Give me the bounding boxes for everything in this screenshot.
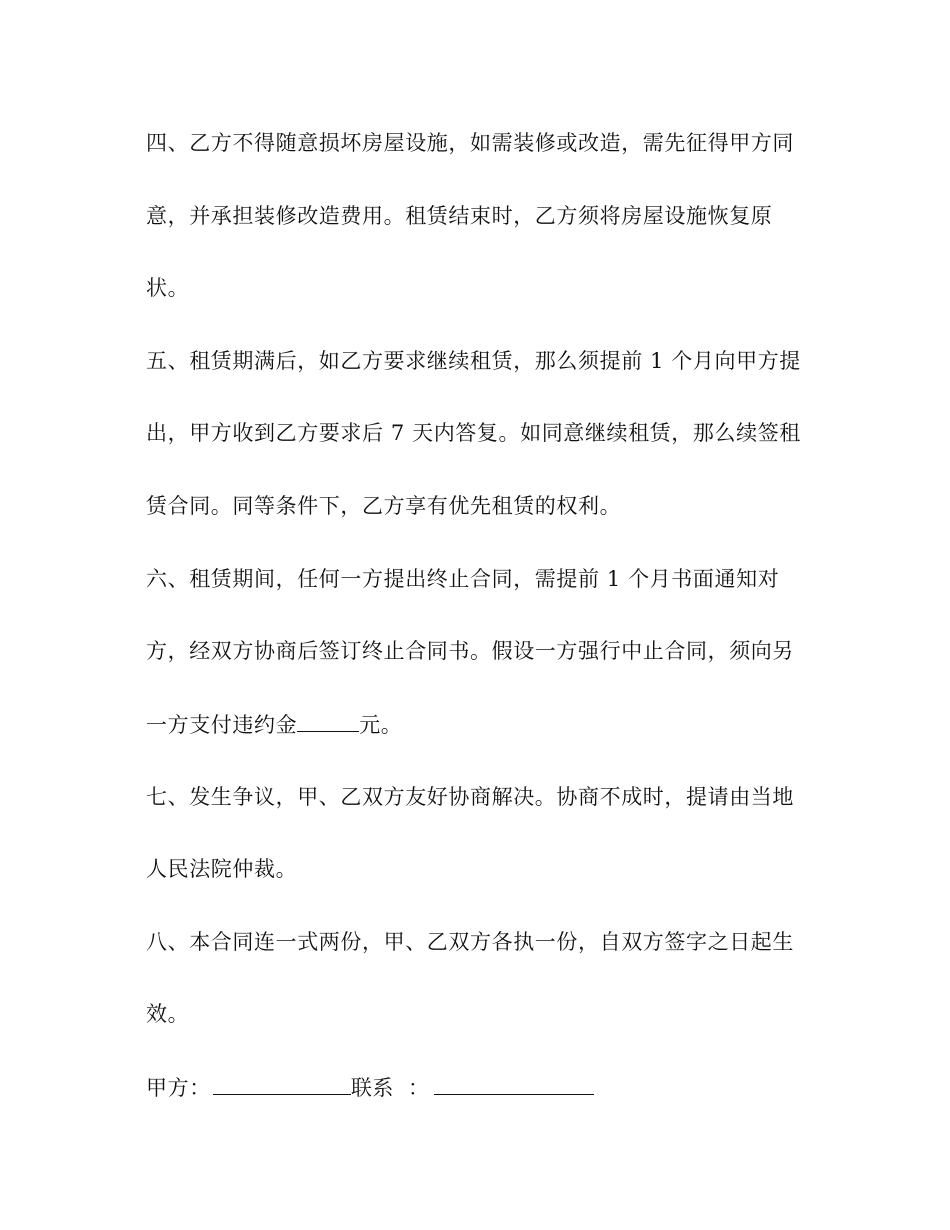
clause-7-line-2: 人民法院仲裁。 (146, 857, 298, 881)
contact-label: 联系 (350, 1076, 395, 1100)
clause-4-line-1: 四、乙方不得随意损坏房屋设施，如需装修或改造，需先征得甲方同 (146, 131, 794, 155)
party-a-signature-blank[interactable] (213, 1072, 351, 1095)
clause-8-line-1: 八、本合同连一式两份，甲、乙双方各执一份，自双方签字之日起生 (146, 930, 794, 954)
clause-5-line-3: 赁合同。同等条件下，乙方享有优先租赁的权利。 (146, 494, 622, 518)
penalty-amount-blank[interactable] (297, 709, 359, 732)
penalty-prefix: 一方支付违约金 (146, 713, 298, 737)
clause-6-line-1: 六、租赁期间，任何一方提出终止合同，需提前 1 个月书面通知对 (146, 567, 780, 591)
clause-4-line-2: 意，并承担装修改造费用。租赁结束时，乙方须将房屋设施恢复原 (146, 204, 773, 228)
clause-4-line-3: 状。 (146, 276, 190, 300)
clause-6-line-2: 方，经双方协商后签订终止合同书。假设一方强行中止合同，须向另 (146, 639, 794, 663)
penalty-suffix: 元。 (359, 713, 403, 737)
signature-line (146, 1072, 806, 1103)
clause-8-line-2: 效。 (146, 1002, 190, 1026)
contact-colon: ： (408, 1076, 430, 1100)
clause-7-line-1: 七、发生争议，甲、乙双方友好协商解决。协商不成时，提请由当地 (146, 785, 794, 809)
clause-5-line-2: 出，甲方收到乙方要求后 7 天内答复。如同意继续租赁，那么续签租 (146, 421, 801, 445)
clause-6-penalty-line (146, 709, 806, 740)
clause-5-line-1: 五、租赁期满后，如乙方要求继续租赁，那么须提前 1 个月向甲方提 (146, 349, 801, 373)
party-a-label: 甲方： (146, 1076, 211, 1100)
contact-blank[interactable] (434, 1072, 594, 1095)
